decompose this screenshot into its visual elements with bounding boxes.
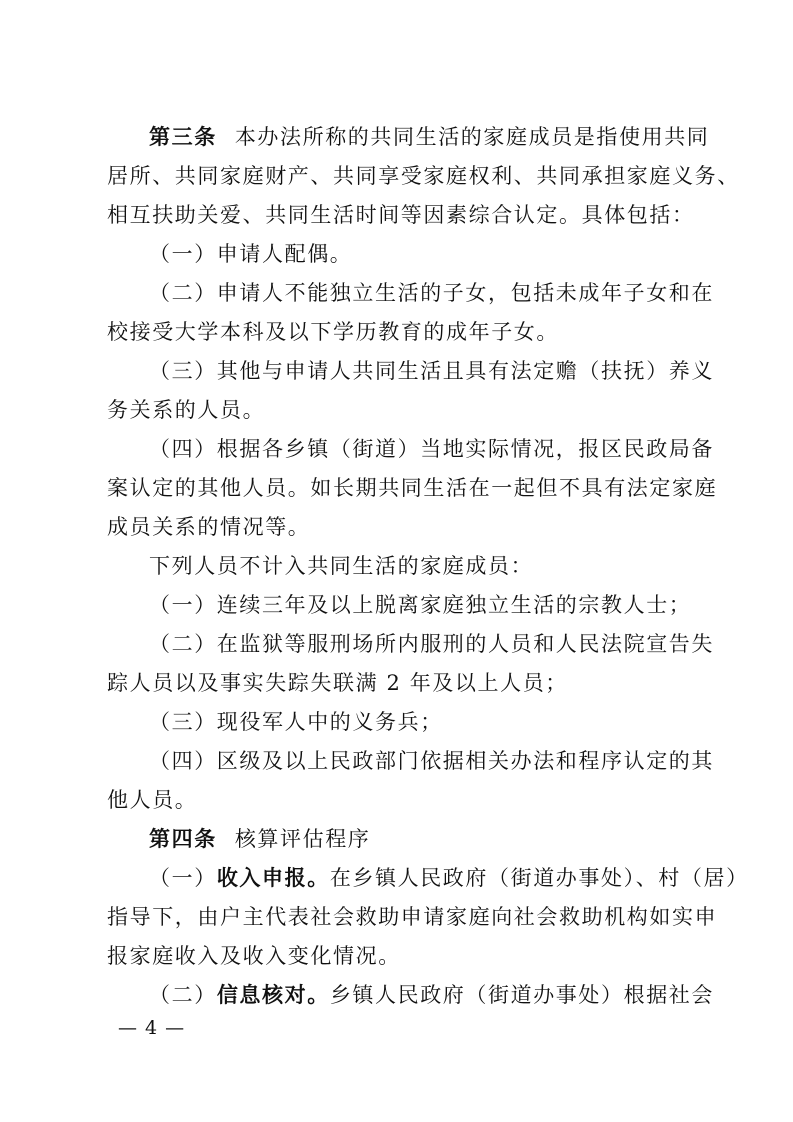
- page-number: — 4 —: [118, 1017, 186, 1039]
- paragraph-line: （四）区级及以上民政部门依据相关办法和程序认定的其: [149, 749, 714, 773]
- paragraph-line: 务关系的人员。: [107, 398, 266, 422]
- paragraph-line: （一）申请人配偶。: [149, 242, 353, 266]
- paragraph-line: 指导下，由户主代表社会救助申请家庭向社会救助机构如实申: [107, 905, 718, 929]
- bold-keyword: 收入申报。: [216, 866, 330, 890]
- paragraph-line: 校接受大学本科及以下学历教育的成年子女。: [107, 320, 559, 344]
- paragraph-line: （三）其他与申请人共同生活且具有法定赡（扶抚）养义: [149, 359, 714, 383]
- paragraph-line: （二）在监狱等服刑场所内服刑的人员和人民法院宣告失: [149, 632, 714, 656]
- paragraph-line: 相互扶助关爱、共同生活时间等因素综合认定。具体包括：: [107, 203, 695, 227]
- paragraph-line: 成员关系的情况等。: [107, 515, 311, 539]
- bold-keyword: 信息核对。: [216, 983, 330, 1007]
- paragraph-line: （一）收入申报。在乡镇人民政府（街道办事处）、村（居）: [149, 866, 749, 890]
- paragraph-line: 案认定的其他人员。如长期共同生活在一起但不具有法定家庭: [107, 476, 718, 500]
- article-heading: 第四条: [149, 827, 217, 851]
- paragraph-line: （二）申请人不能独立生活的子女，包括未成年子女和在: [149, 281, 714, 305]
- paragraph-line: 报家庭收入及收入变化情况。: [107, 944, 401, 968]
- article-heading: 第三条: [149, 125, 217, 149]
- paragraph-line: （一）连续三年及以上脱离家庭独立生活的宗教人士；: [149, 593, 692, 617]
- paragraph-line: （四）根据各乡镇（街道）当地实际情况，报区民政局备: [149, 437, 714, 461]
- paragraph-line: 居所、共同家庭财产、共同享受家庭权利、共同承担家庭义务、: [107, 164, 740, 188]
- paragraph-line: 他人员。: [107, 788, 198, 812]
- paragraph-line: 踪人员以及事实失踪失联满 2 年及以上人员；: [107, 671, 568, 695]
- paragraph-line: 第三条 本办法所称的共同生活的家庭成员是指使用共同: [149, 125, 710, 149]
- paragraph-line: 下列人员不计入共同生活的家庭成员：: [149, 554, 534, 578]
- paragraph-line: （三）现役军人中的义务兵；: [149, 710, 443, 734]
- paragraph-line: 第四条 核算评估程序: [149, 827, 371, 851]
- paragraph-line: （二）信息核对。乡镇人民政府（街道办事处）根据社会: [149, 983, 715, 1007]
